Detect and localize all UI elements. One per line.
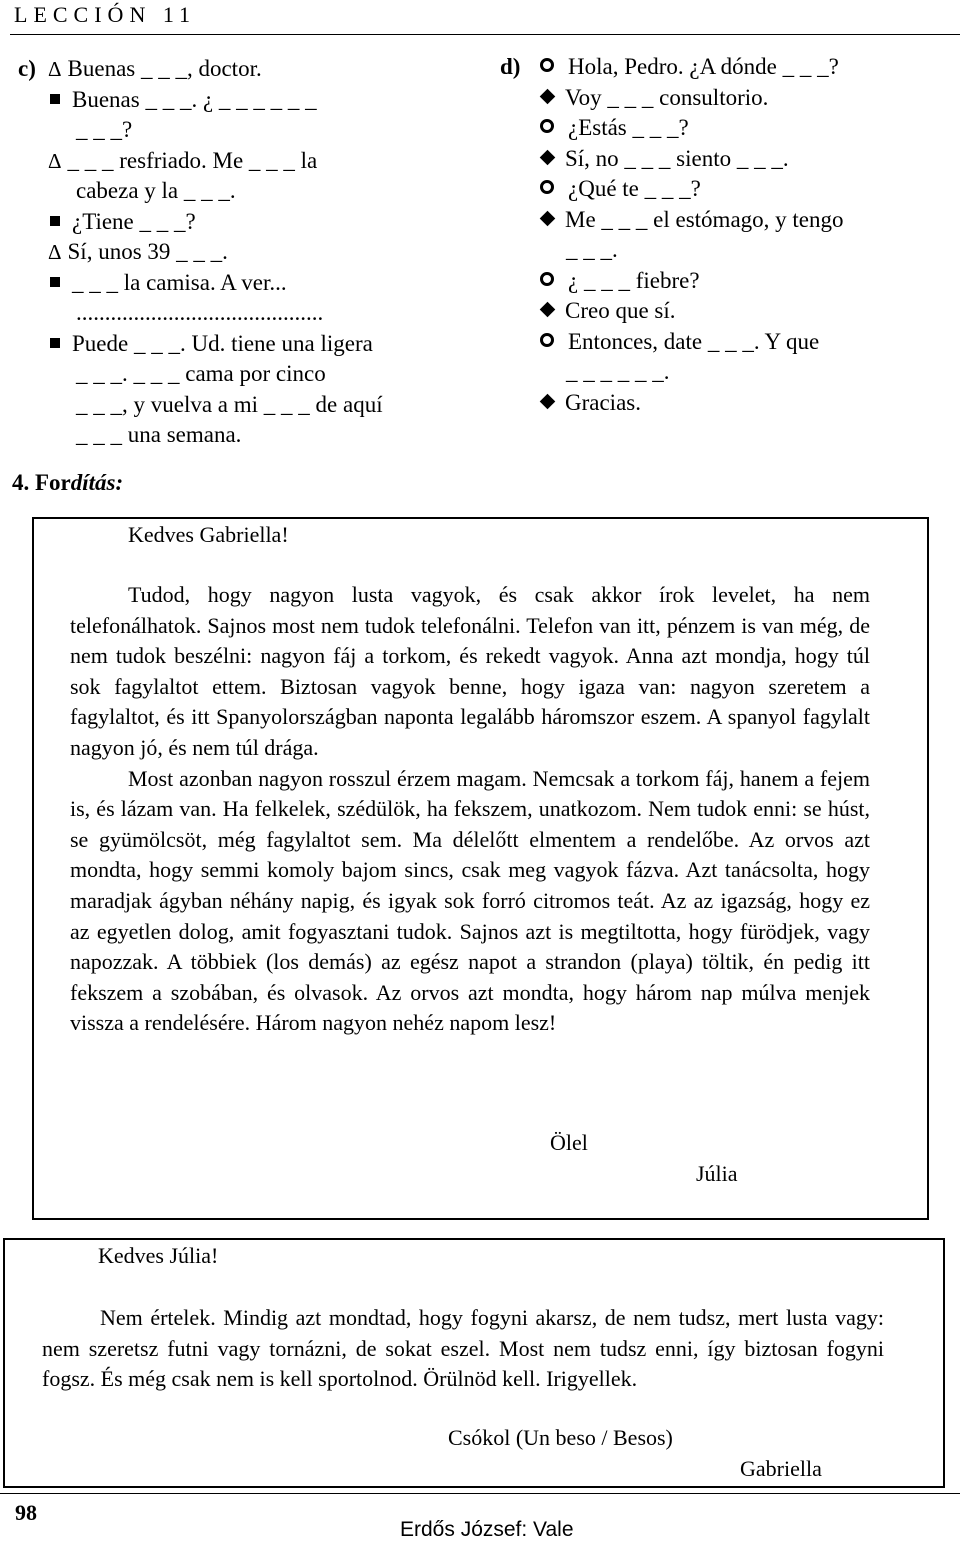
dialogue-line xyxy=(18,359,488,390)
dialogue-line xyxy=(500,296,945,327)
dialogue-line xyxy=(500,174,945,205)
dialogue-line-text: Buenas _ _ _. ¿ _ _ _ _ _ _ xyxy=(72,86,317,112)
ring-bullet-icon xyxy=(540,333,554,347)
footer-author: Erdős József: Vale xyxy=(400,1518,574,1541)
letter1-closing: Ölel xyxy=(550,1130,588,1155)
dialogue-line-text: Buenas _ _ _, doctor. xyxy=(67,56,262,81)
dialogue-line-text: Entonces, date _ _ _. Y que xyxy=(568,328,820,354)
dialogue-line xyxy=(18,298,488,329)
dialogue-line xyxy=(18,420,488,451)
dialogue-line xyxy=(18,115,488,146)
exercise-c-lines xyxy=(18,54,488,451)
dialogue-line-text: _ _ _ resfriado. Me _ _ _ la xyxy=(67,147,318,173)
letter1-greeting: Kedves Gabriella! xyxy=(128,522,289,547)
dialogue-line-text: Hola, Pedro. ¿A dónde _ _ _? xyxy=(568,54,839,79)
exercise-d xyxy=(500,52,945,418)
delta-bullet-icon: Δ xyxy=(48,240,62,264)
letter2-closing: Csókol (Un beso / Besos) xyxy=(448,1425,673,1450)
dialogue-line xyxy=(500,113,945,144)
dialogue-line-text: ¿Qué te _ _ _? xyxy=(568,176,701,201)
diamond-bullet-icon xyxy=(540,393,556,409)
dialogue-line xyxy=(18,176,488,207)
dialogue-line-text: cabeza y la _ _ _. xyxy=(76,178,236,203)
dialogue-line-text: ........................................... xyxy=(76,300,324,325)
dialogue-line-text: Creo que sí. xyxy=(565,298,676,323)
dialogue-line xyxy=(500,52,945,83)
square-bullet-icon xyxy=(50,216,60,226)
dialogue-line xyxy=(18,146,488,177)
header-divider xyxy=(10,34,960,35)
square-bullet-icon xyxy=(50,338,60,348)
dialogue-line-text: Voy _ _ _ consultorio. xyxy=(565,84,769,110)
letter2-signature: Gabriella xyxy=(740,1456,822,1481)
delta-bullet-icon: Δ xyxy=(48,148,62,173)
dialogue-line-text: Puede _ _ _. Ud. tiene una ligera xyxy=(72,330,373,356)
exercise-c-label: c) xyxy=(18,56,36,81)
dialogue-line xyxy=(18,207,488,238)
dialogue-line-text: _ _ _, y vuelva a mi _ _ _ de aquí xyxy=(76,391,383,417)
dialogue-line xyxy=(18,54,488,85)
dialogue-line-text: Me _ _ _ el estómago, y tengo xyxy=(565,206,844,232)
dialogue-line xyxy=(500,205,945,236)
dialogue-line xyxy=(500,327,945,358)
dialogue-line-text: _ _ _ una semana. xyxy=(76,422,242,447)
dialogue-line xyxy=(500,266,945,297)
page-header-title: LECCIÓN 11 xyxy=(14,2,197,27)
dialogue-line xyxy=(18,390,488,421)
dialogue-line-text: Gracias. xyxy=(565,389,641,415)
square-bullet-icon xyxy=(50,277,60,287)
diamond-bullet-icon xyxy=(540,302,556,318)
dialogue-line-text: _ _ _. xyxy=(566,237,618,262)
dialogue-line-text: _ _ _ _ _ _. xyxy=(566,359,670,384)
dialogue-line-text: ¿Tiene _ _ _? xyxy=(72,208,196,234)
ring-bullet-icon xyxy=(540,272,554,286)
diamond-bullet-icon xyxy=(540,210,556,226)
dialogue-line xyxy=(500,144,945,175)
letter2-greeting: Kedves Júlia! xyxy=(98,1243,219,1268)
ring-bullet-icon xyxy=(540,180,554,194)
section-4-title xyxy=(12,470,123,496)
diamond-bullet-icon xyxy=(540,88,556,104)
dialogue-line-text: _ _ _. _ _ _ cama por cinco xyxy=(76,361,326,386)
dialogue-line xyxy=(500,388,945,419)
dialogue-line-text: _ _ _? xyxy=(76,117,133,142)
letter1-paragraph: Most azonban nagyon rosszul érzem magam. Nemcsak a torkom fáj, hanem a fejem is, és lázam van. Ha felkelek, szédülök, ha fekszem, unatkozom. Nem tudok enni: se húst, se gyümölcsöt, még fagylaltot sem. Ma délelőtt elmentem a rendelőbe. Az orvos azt mondta, hogy semmi komoly bajom sincs, csak meg vagyok fázva. Azt tanácsolta, hogy maradjak ágyban néhány napig, és igyak sok forró citromos teát. Az az igazság, hogy ez az egyetlen dolog, amit fogyasztani tudok. Sajnos azt is megtiltotta, hogy fürödjek, vagy napozzak. A többiek (los demás) az egész napot a strandon (playa) töltik, én pedig itt fekszem a szobában, és olvasok. Az orvos azt mondta, hogy három nap múlva menjek vissza a rendelésére. Három nagyon nehéz napom lesz! xyxy=(70,765,870,1036)
letter2-body xyxy=(42,1303,884,1395)
ring-bullet-icon xyxy=(540,58,554,72)
dialogue-line xyxy=(18,85,488,116)
letter2-paragraph: Nem értelek. Mindig azt mondtad, hogy fogyni akarsz, de nem tudsz, mert lusta vagy: nem szeretsz futni vagy tornázni, de sokat eszel. Most nem tudsz enni, így biztosan fogyni fogsz. És még csak nem is kell sportolnod. Örülnöd kell. Irigyellek. xyxy=(42,1305,884,1392)
dialogue-line-text: ¿ _ _ _ fiebre? xyxy=(568,267,700,293)
page-number: 98 xyxy=(15,1500,37,1525)
letter1-paragraph: Tudod, hogy nagyon lusta vagyok, és csak akkor írok levelet, ha nem telefonálhatok. Sajnos most nem tudok telefonálni. Telefon van itt, pénzem is van még, de nem tudok beszélni: nagyon fáj a torkom, és rekedt vagyok. Anna azt mondja, hogy túl sok fagylaltot ettem. Biztosan vagyok benne, hogy igaza van: nagyon szeretem a fagylaltot, és itt Spanyolországban naponta legalább háromszor eszem. A spanyol fagylalt nagyon jó, és nem túl drága. xyxy=(70,582,870,760)
dialogue-line-text: ¿Estás _ _ _? xyxy=(568,115,689,140)
ring-bullet-icon xyxy=(540,119,554,133)
section-4-number: 4. For xyxy=(12,470,71,495)
square-bullet-icon xyxy=(50,94,60,104)
section-4-heading: dítás: xyxy=(70,470,124,495)
dialogue-line-text: Sí, unos 39 _ _ _. xyxy=(67,239,228,264)
dialogue-line xyxy=(18,329,488,360)
diamond-bullet-icon xyxy=(540,149,556,165)
dialogue-line-text: Sí, no _ _ _ siento _ _ _. xyxy=(565,145,789,171)
dialogue-line xyxy=(500,83,945,114)
dialogue-line-text: _ _ _ la camisa. A ver... xyxy=(72,269,287,295)
letter1-signature: Júlia xyxy=(696,1161,738,1186)
dialogue-line xyxy=(500,235,945,266)
delta-bullet-icon: Δ xyxy=(48,57,62,81)
dialogue-line xyxy=(18,237,488,268)
letter1-body xyxy=(70,580,870,1039)
dialogue-line xyxy=(18,268,488,299)
exercise-d-label: d) xyxy=(500,54,521,79)
footer-divider xyxy=(0,1493,960,1494)
exercise-c xyxy=(18,54,488,451)
exercise-d-lines xyxy=(500,52,945,418)
dialogue-line xyxy=(500,357,945,388)
